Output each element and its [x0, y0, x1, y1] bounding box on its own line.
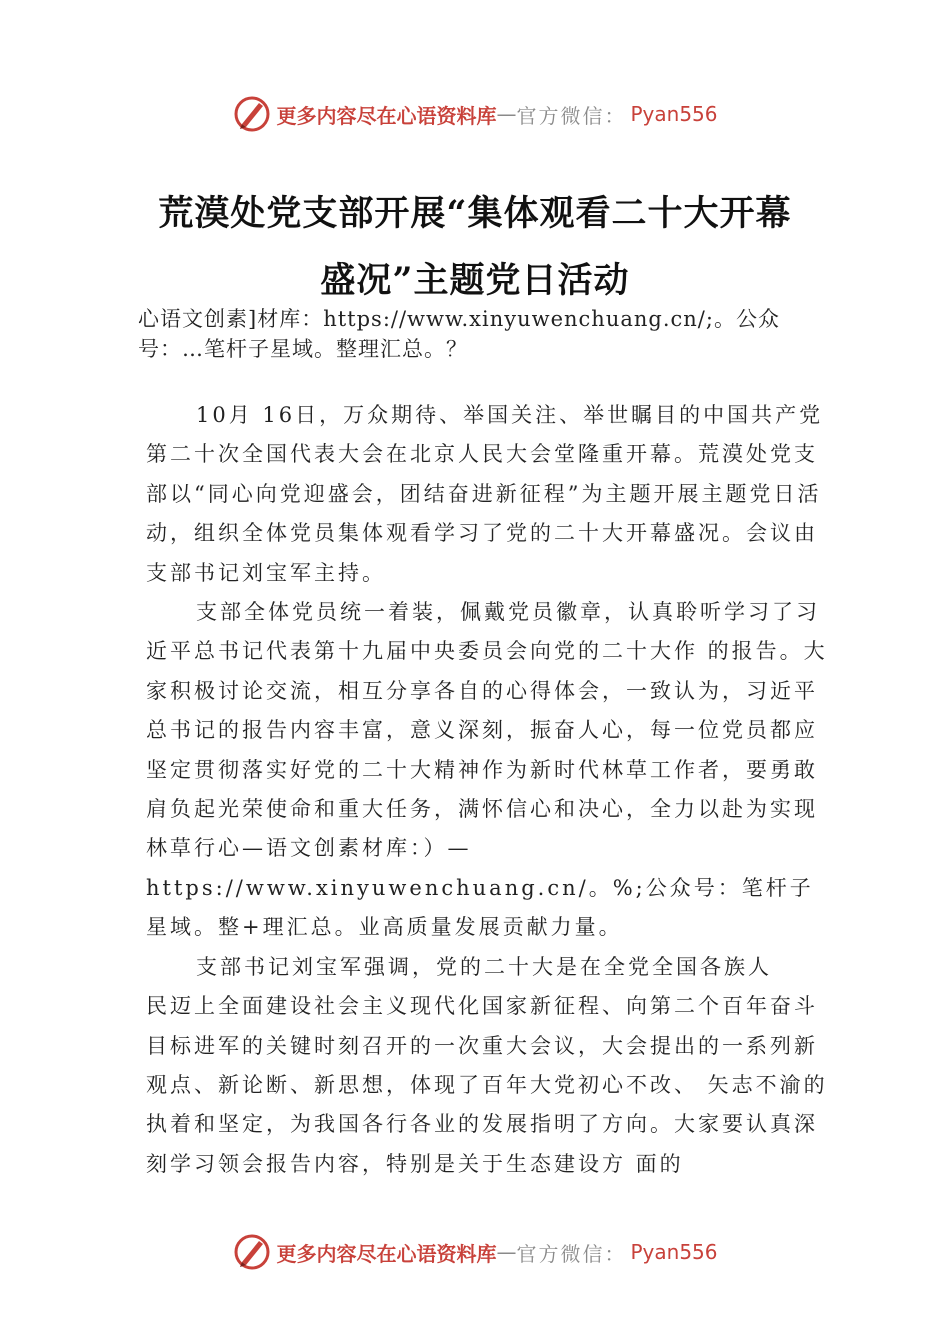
banner-text: 更多内容尽在心语资料库 — [276, 103, 497, 128]
banner-dash: — — [496, 1240, 517, 1264]
banner-wechat-id: Pyan556 — [630, 1240, 718, 1264]
banner-wechat-label: 官方微信： — [516, 103, 627, 128]
banner-wechat-id: Pyan556 — [630, 102, 718, 126]
footer-banner — [0, 1230, 950, 1274]
banner-dash: — — [496, 102, 517, 126]
source-line: 心语文创素]材库：https://www.xinyuwenchuang.cn/;。公众号：…笔杆子星域。整理汇总。？ — [138, 307, 780, 361]
paragraph: 民迈上全面建设社会主义现代化国家新征程、向第二个百年奋斗目标进军的关键时刻召开的一次重大会议，大会提出的一系列新观点、新论断、新思想，体现了百年大党初心不改、 矢志不渝的执着和坚定，为我国各行各业的发展指明了方向。大家要认真深刻学习领会报告内容，特别是关于生态建设方 面的 — [146, 994, 828, 1176]
article-body — [146, 396, 836, 1184]
paragraph: 支部全体党员统一着装，佩戴党员徽章，认真聆听学习了习近平总书记代表第十九届中央委员会向党的二十大作 的报告。大家积极讨论交流，相互分享各自的心得体会，一致认为，习近平总书记的报告内容丰富，意义深刻，振奋人心，每一位党员都应坚定贯彻落实好党的二十大精神作为新时代林草工作者，要勇敢肩负起光荣使命和重大任务，满怀信心和决心，全力以赴为实现林草行心—语文创素材库：）—https://www.xinyuwenchuang.cn/。%;公众号：笔杆子星域。整+理汇总。业高质量发展贡献力量。 — [146, 600, 828, 940]
document-title-line-1: 荒漠处党支部开展“集体观看二十大开幕 — [158, 193, 792, 234]
document-title-line-2: 盛况”主题党日活动 — [320, 260, 630, 301]
banner-wechat-label: 官方微信： — [516, 1241, 627, 1266]
banner-text: 更多内容尽在心语资料库 — [276, 1241, 497, 1266]
pen-logo-icon — [232, 94, 272, 134]
pen-logo-icon — [232, 1232, 272, 1272]
header-banner — [0, 92, 950, 136]
paragraph: 10月 16日，万众期待、举国关注、举世瞩目的中国共产党第二十次全国代表大会在北京人民大会堂隆重开幕。荒漠处党支部以“同心向党迎盛会，团结奋进新征程”为主题开展主题党日活动，组织全体党员集体观看学习了党的二十大开幕盛况。会议由支部书记刘宝军主持。 — [146, 403, 824, 585]
paragraph: 支部书记刘宝军强调，党的二十大是在全党全国各族人 — [196, 954, 772, 979]
